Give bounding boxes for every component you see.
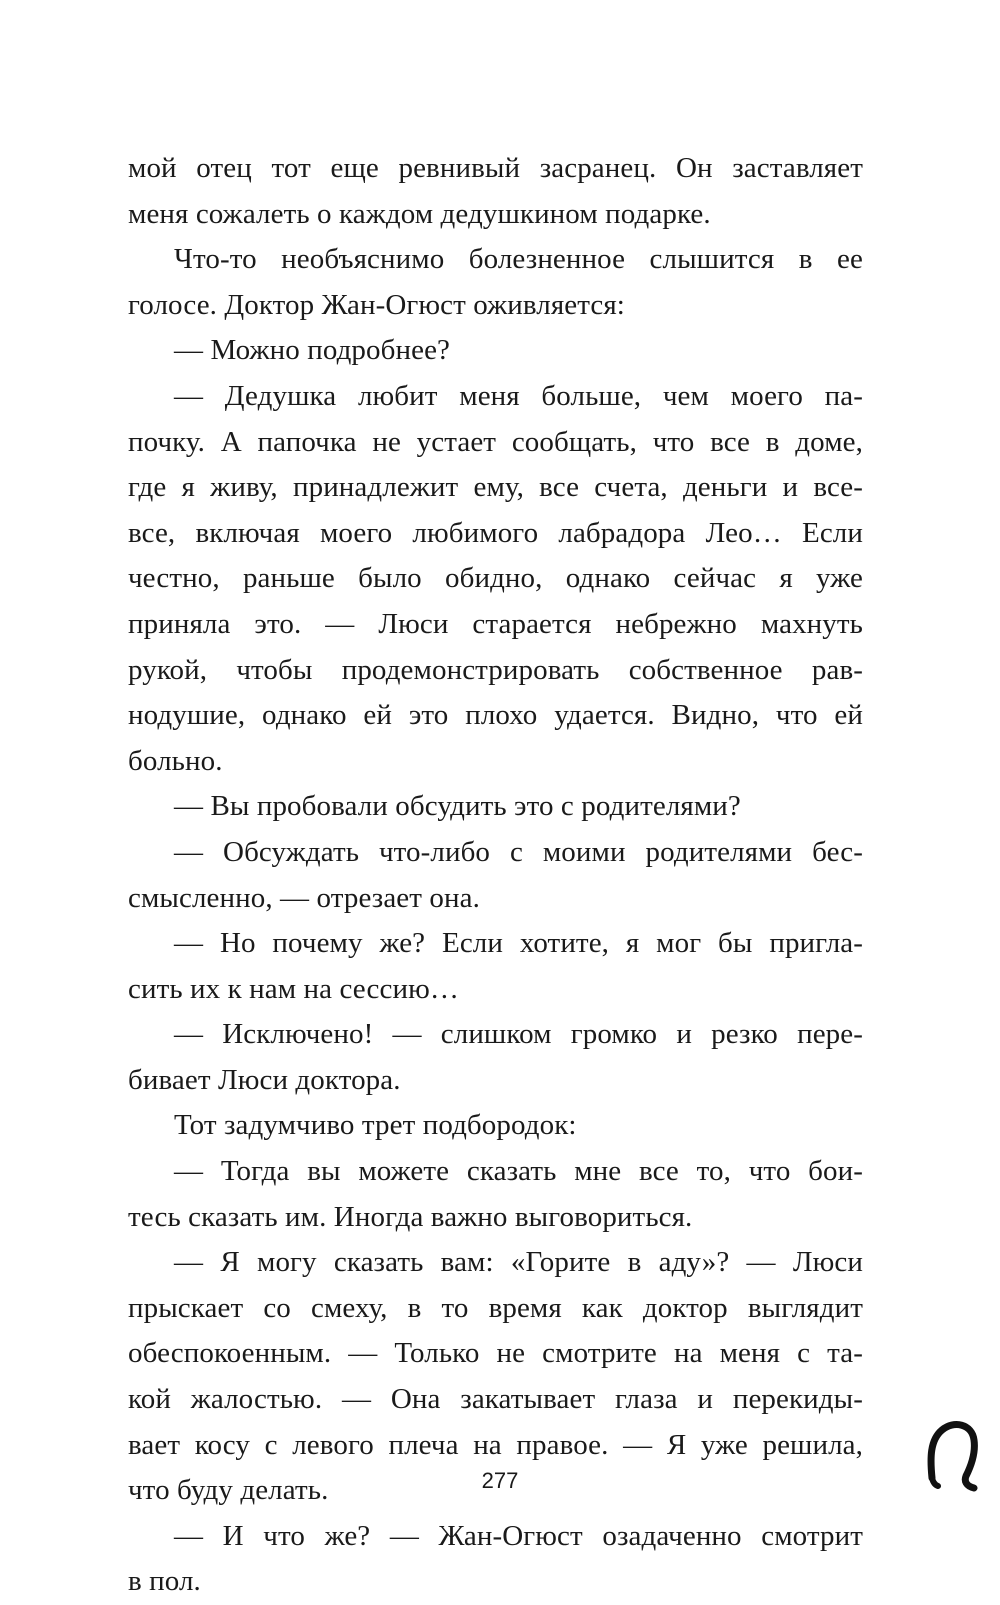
text-line: бивает Люси доктора. xyxy=(128,1063,401,1096)
text-line: рукой, чтобы продемонстрировать собственное рав- xyxy=(128,653,863,686)
text-line: Тот задумчиво трет подбородок: xyxy=(174,1109,577,1142)
text-line: голосе. Доктор Жан-Огюст оживляется: xyxy=(128,288,625,321)
text-line: — Тогда вы можете сказать мне все то, что бои- xyxy=(174,1155,863,1188)
text-line: где я живу, принадлежит ему, все счета, деньги и все- xyxy=(128,471,863,504)
text-line: что буду делать. xyxy=(128,1474,329,1507)
text-line: — Вы пробовали обсудить это с родителями? xyxy=(174,790,741,823)
text-line: вает косу с левого плеча на правое. — Я уже решила, xyxy=(128,1428,863,1461)
text-line: смысленно, — отрезает она. xyxy=(128,881,480,914)
text-line: нодушие, однако ей это плохо удается. Видно, что ей xyxy=(128,699,863,732)
text-line: в пол. xyxy=(128,1565,201,1598)
text-line: честно, раньше было обидно, однако сейчас я уже xyxy=(128,562,863,595)
text-line: приняла это. — Люси старается небрежно махнуть xyxy=(128,607,863,640)
text-line: Что-то необъяснимо болезненное слышится в ее xyxy=(174,243,863,276)
text-line: меня сожалеть о каждом дедушкином подарке. xyxy=(128,197,711,230)
text-line: — И что же? — Жан-Огюст озадаченно смотрит xyxy=(174,1519,863,1552)
text-line: — Я могу сказать вам: «Горите в аду»? — Люси xyxy=(174,1246,863,1279)
text-line: прыскает со смеху, в то время как доктор выглядит xyxy=(128,1291,863,1324)
text-line: — Исключено! — слишком громко и резко пере- xyxy=(174,1018,863,1051)
body-text xyxy=(128,146,863,1605)
text-line: кой жалостью. — Она закатывает глаза и перекиды- xyxy=(128,1383,863,1416)
text-line: сить их к нам на сессию… xyxy=(128,972,459,1005)
text-line: мой отец тот еще ревнивый засранец. Он заставляет xyxy=(128,152,863,184)
text-line: — Обсуждать что-либо с моими родителями бес- xyxy=(174,835,863,868)
text-line: — Дедушка любит меня больше, чем моего па- xyxy=(174,379,863,412)
publisher-logo-icon xyxy=(922,1418,984,1492)
text-line: — Но почему же? Если хотите, я мог бы пригла- xyxy=(174,927,863,960)
page-number: 277 xyxy=(481,1468,519,1493)
text-line: — Можно подробнее? xyxy=(174,334,451,367)
text-line: все, включая моего любимого лабрадора Лео… Если xyxy=(128,516,863,549)
text-line: почку. А папочка не устает сообщать, что все в доме, xyxy=(128,425,863,458)
text-line: больно. xyxy=(128,744,223,777)
text-line: тесь сказать им. Иногда важно выговориться. xyxy=(128,1200,693,1233)
text-line: обеспокоенным. — Только не смотрите на меня с та- xyxy=(128,1337,863,1370)
